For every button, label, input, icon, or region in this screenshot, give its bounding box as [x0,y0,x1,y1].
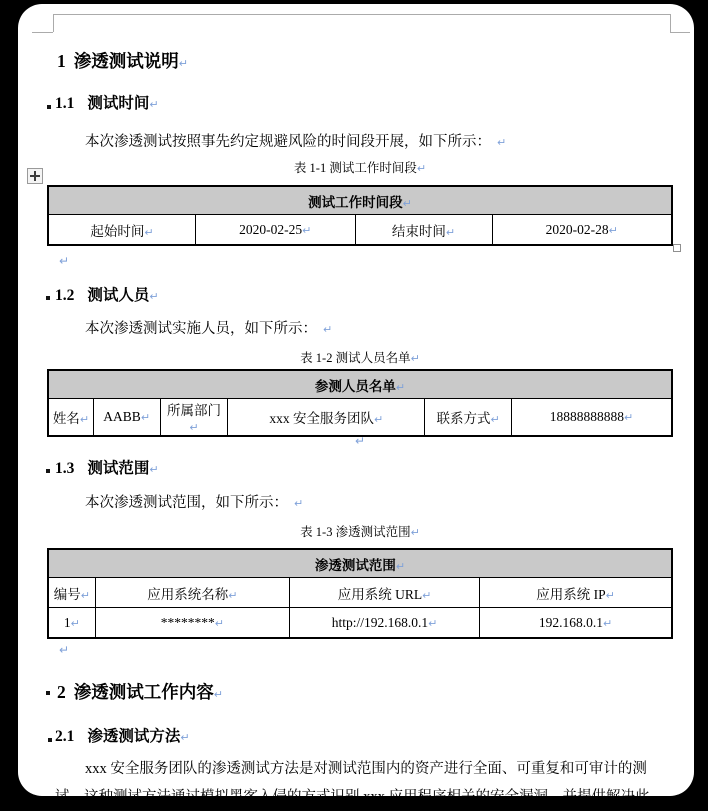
pilcrow-icon: ↵ [402,196,412,210]
pilcrow-icon: ↵ [374,413,384,426]
chapter-1-heading [57,50,188,75]
pilcrow-icon: ↵ [294,497,304,510]
table-1-3-title-cell: 渗透测试范围↵ [49,550,672,578]
chapter-2-heading [57,681,223,706]
table-1-1-caption: 表 1-1 测试工作时间段↵ [293,161,427,175]
table-header-cell: 应用系统 IP↵ [480,578,672,608]
table-move-handle[interactable] [27,168,43,184]
table-cell: 2020-02-28↵ [492,215,671,245]
empty-paragraph-mark: ↵ [354,434,366,448]
text-boundary-left-tick [32,32,53,33]
text-boundary-top-line [53,14,670,15]
table-header-cell: 应用系统名称↵ [95,578,289,608]
table-cell: AABB↵ [93,399,160,436]
table-1-1-test-time [48,186,672,245]
chapter-1-title: 渗透测试说明 [73,51,179,71]
pilcrow-icon: ↵ [213,688,223,701]
section-2-1-title: 渗透测试方法 [87,728,181,745]
pilcrow-icon: ↵ [189,421,199,434]
pilcrow-icon: ↵ [323,323,333,336]
pilcrow-icon: ↵ [228,588,238,602]
pilcrow-icon: ↵ [80,588,90,602]
pilcrow-icon: ↵ [180,731,190,744]
table-cell: http://192.168.0.1↵ [290,608,480,638]
table-cell: 2020-02-25↵ [196,215,355,245]
pilcrow-icon: ↵ [490,413,500,426]
table-1-2-testers [48,370,672,436]
table-row [49,215,672,245]
table-cell: 192.168.0.1↵ [480,608,672,638]
pilcrow-icon: ↵ [149,290,159,303]
section-1-3-number: 1.3 [55,460,75,477]
table-cell: 联系方式↵ [425,399,512,436]
section-1-1-heading [55,94,159,115]
table-row [49,608,672,638]
table-cell: 起始时间↵ [49,215,196,245]
section-1-2-number: 1.2 [55,287,75,304]
section-2-1-heading [55,727,190,748]
table-cell: ********↵ [95,608,289,638]
document-page [18,4,694,805]
empty-paragraph-mark: ↵ [59,254,70,268]
pilcrow-icon: ↵ [623,411,634,424]
table-resize-handle[interactable] [673,244,681,252]
pilcrow-icon: ↵ [608,223,618,237]
heading-style-bullet [47,105,51,109]
table-cell: 18888888888↵ [511,399,671,436]
chapter-2-title: 渗透测试工作内容 [73,682,214,702]
table-cell: 1↵ [49,608,96,638]
table-header-cell: 编号↵ [49,578,96,608]
table-1-3-scope [48,549,672,638]
pilcrow-icon: ↵ [395,380,406,394]
section-1-1-number: 1.1 [55,95,75,112]
pilcrow-icon: ↵ [445,225,456,239]
table-1-2-title-cell: 参测人员名单↵ [49,371,672,399]
table-cell: xxx 安全服务团队↵ [228,399,425,436]
pilcrow-icon: ↵ [178,57,188,70]
pilcrow-icon: ↵ [410,526,420,539]
pilcrow-icon: ↵ [422,588,432,602]
heading-style-bullet [46,469,50,473]
heading-style-bullet [46,691,50,695]
pilcrow-icon: ↵ [410,352,420,365]
pilcrow-icon: ↵ [149,463,159,476]
table-move-handle-icon [30,171,40,181]
table-1-2-caption: 表 1-2 测试人员名单↵ [300,351,420,365]
table-cell: 姓名↵ [49,399,94,436]
heading-style-bullet [46,296,50,300]
section-1-3-body: 本次渗透测试范围，如下所示： ↵ [85,495,304,511]
table-1-3-caption: 表 1-3 渗透测试范围↵ [300,525,420,539]
table-1-1-title-cell: 测试工作时间段↵ [49,187,672,215]
text-boundary-left-corner-mark [53,14,54,32]
section-2-1-number: 2.1 [55,728,75,745]
chapter-1-number: 1 [57,51,66,71]
text-boundary-right-corner-mark [670,14,671,32]
section-1-2-body: 本次渗透测试实施人员，如下所示： ↵ [85,321,333,337]
section-1-2-title: 测试人员 [87,287,150,304]
chapter-2-number: 2 [57,682,66,702]
pilcrow-icon: ↵ [149,98,159,111]
pilcrow-icon: ↵ [214,616,225,630]
pilcrow-icon: ↵ [605,588,615,602]
pilcrow-icon: ↵ [395,559,406,573]
table-cell: 结束时间↵ [355,215,492,245]
pilcrow-icon: ↵ [302,223,312,237]
table-header-row [49,578,672,608]
section-1-3-heading [55,459,159,480]
pilcrow-icon: ↵ [79,413,90,426]
pilcrow-icon: ↵ [140,411,151,424]
empty-paragraph-mark: ↵ [59,643,70,657]
table-row [49,399,672,436]
section-1-1-body: 本次渗透测试按照事先约定规避风险的时间段开展，如下所示： ↵ [85,134,507,150]
section-1-1-title: 测试时间 [87,95,150,112]
table-cell: 所属部门↵ [160,399,228,436]
pilcrow-icon: ↵ [497,136,507,149]
pilcrow-icon: ↵ [416,162,427,175]
table-header-cell: 应用系统 URL↵ [290,578,480,608]
heading-style-bullet [48,738,52,742]
section-2-1-body-line-1: xxx 安全服务团队的渗透测试方法是对测试范围内的资产进行全面、可重复和可审计的测 [85,761,647,777]
section-1-3-title: 测试范围 [87,460,150,477]
pilcrow-icon: ↵ [603,616,613,630]
pilcrow-icon: ↵ [144,225,154,239]
text-boundary-right-tick [670,32,690,33]
pilcrow-icon: ↵ [70,616,80,630]
section-2-1-body-line-2: 试。这种测试方法通过模拟黑客入侵的方式识别 xxx 应用程序相关的安全漏洞，并提供解决此 [55,789,650,805]
pilcrow-icon: ↵ [428,616,438,630]
section-1-2-heading [55,286,159,307]
